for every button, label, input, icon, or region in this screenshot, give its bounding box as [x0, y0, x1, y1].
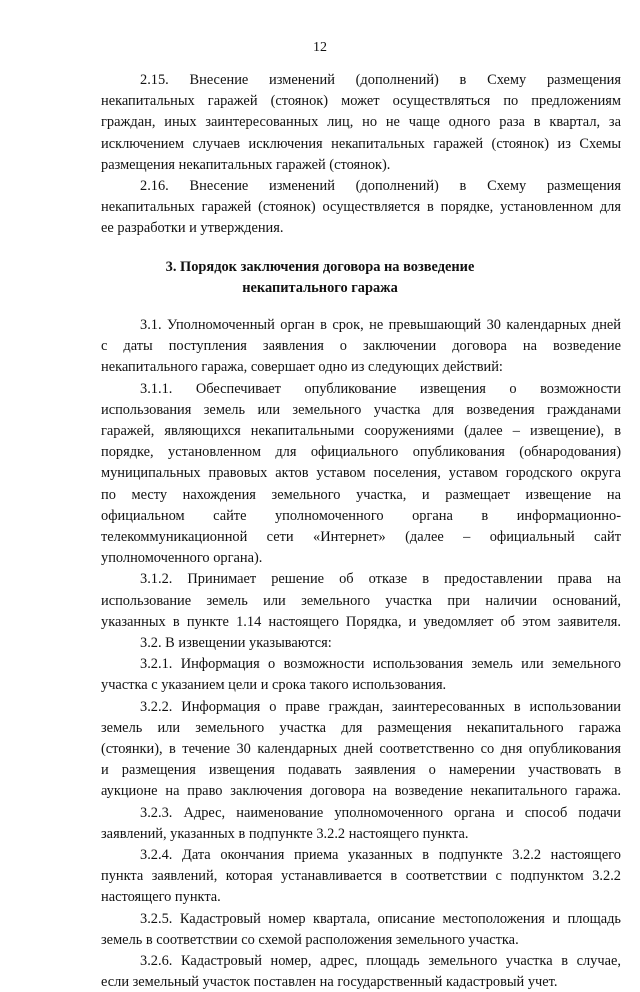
section-heading: 3. Порядок заключения договора на возведение — [165, 258, 475, 275]
text-line: официальном сайте уполномоченного органа в информационно- — [101, 507, 621, 524]
text-line: ее разработки и утверждения. — [101, 220, 284, 237]
text-line: 3.2.4. Дата окончания приема указанных в подпункте 3.2.2 настоящего — [140, 847, 621, 863]
text-line: 2.15. Внесение изменений (дополнений) в Схему размещения — [140, 72, 621, 88]
text-line: с даты поступления заявления о заключении договора на возведение — [101, 338, 621, 355]
text-line: размещения некапитальных гаражей (стоянок). — [101, 156, 391, 173]
text-line: 3.2.1. Информация о возможности использования земель или земельного — [140, 656, 621, 673]
text-line: пункта заявлений, которая устанавливается в соответствии с подпунктом 3.2.2 — [101, 868, 621, 885]
text-line: 2.16. Внесение изменений (дополнений) в Схему размещения — [140, 178, 621, 194]
text-line: муниципальных правовых актов уставом поселения, уставом городского округа — [101, 465, 621, 482]
page-number: 12 — [313, 40, 327, 55]
text-line: использования земель или земельного участка для возведения гражданами — [101, 401, 621, 418]
text-line: земель или земельного участка для размещения некапитального гаража — [101, 719, 621, 736]
text-line: участка с указанием цели и срока такого использования. — [101, 677, 447, 694]
text-line: и размещения извещения подавать заявления о намерении участвовать в — [101, 762, 621, 779]
text-line: уполномоченного органа). — [101, 550, 263, 567]
text-line: земель в соответствии со схемой расположения земельного участка. — [101, 931, 519, 948]
text-line: указанных в пункте 1.14 настоящего Порядка, и уведомляет об этом заявителя. — [101, 613, 621, 630]
section-heading: некапитального гаража — [242, 279, 398, 296]
text-line: заявлений, указанных в подпункте 3.2.2 настоящего пункта. — [101, 825, 469, 842]
text-line: некапитального гаража, совершает одно из следующих действий: — [101, 359, 503, 376]
text-line: 3.1.1. Обеспечивает опубликование извещения о возможности — [140, 380, 621, 397]
text-line: по месту нахождения земельного участка, и размещает извещение на — [101, 486, 621, 503]
text-line: исключением случаев исключения некапитальных гаражей (стоянок) из Схемы — [101, 135, 621, 152]
text-line: некапитальных гаражей (стоянок) осуществляется в порядке, установленном для — [101, 199, 621, 216]
text-line: если земельный участок поставлен на государственный кадастровый учет. — [101, 974, 558, 991]
text-line: порядке, установленном для официального опубликования (обнародования) — [101, 444, 621, 461]
text-line: 3.1.2. Принимает решение об отказе в предоставлении права на — [140, 571, 621, 588]
text-line: 3.2.2. Информация о праве граждан, заинтересованных в использовании — [140, 698, 621, 715]
text-line: 3.2. В извещении указываются: — [140, 635, 332, 651]
text-line: использование земель или земельного участка при наличии оснований, — [101, 592, 621, 609]
text-line: 3.2.3. Адрес, наименование уполномоченного органа и способ подачи — [140, 804, 621, 821]
text-line: телекоммуникационной сети «Интернет» (далее – официальный сайт — [101, 529, 621, 545]
text-line: 3.2.5. Кадастровый номер квартала, описание местоположения и площадь — [140, 910, 621, 927]
text-line: некапитальных гаражей (стоянок) может осуществляться по предложениям — [101, 93, 621, 110]
text-line: граждан, иных заинтересованных лиц, но не чаще одного раза в квартал, за — [101, 114, 621, 131]
text-line: 3.2.6. Кадастровый номер, адрес, площадь земельного участка в случае, — [140, 953, 621, 969]
text-line: 3.1. Уполномоченный орган в срок, не превышающий 30 календарных дней — [140, 317, 621, 333]
text-line: (стоянки), в течение 30 календарных дней соответственно со дня опубликования — [101, 741, 621, 757]
text-line: аукционе на право заключения договора на возведение некапитального гаража. — [101, 783, 621, 800]
text-line: настоящего пункта. — [101, 889, 221, 906]
text-line: гаражей, являющихся некапитальными сооружениями (далее – извещение), в — [101, 423, 621, 439]
